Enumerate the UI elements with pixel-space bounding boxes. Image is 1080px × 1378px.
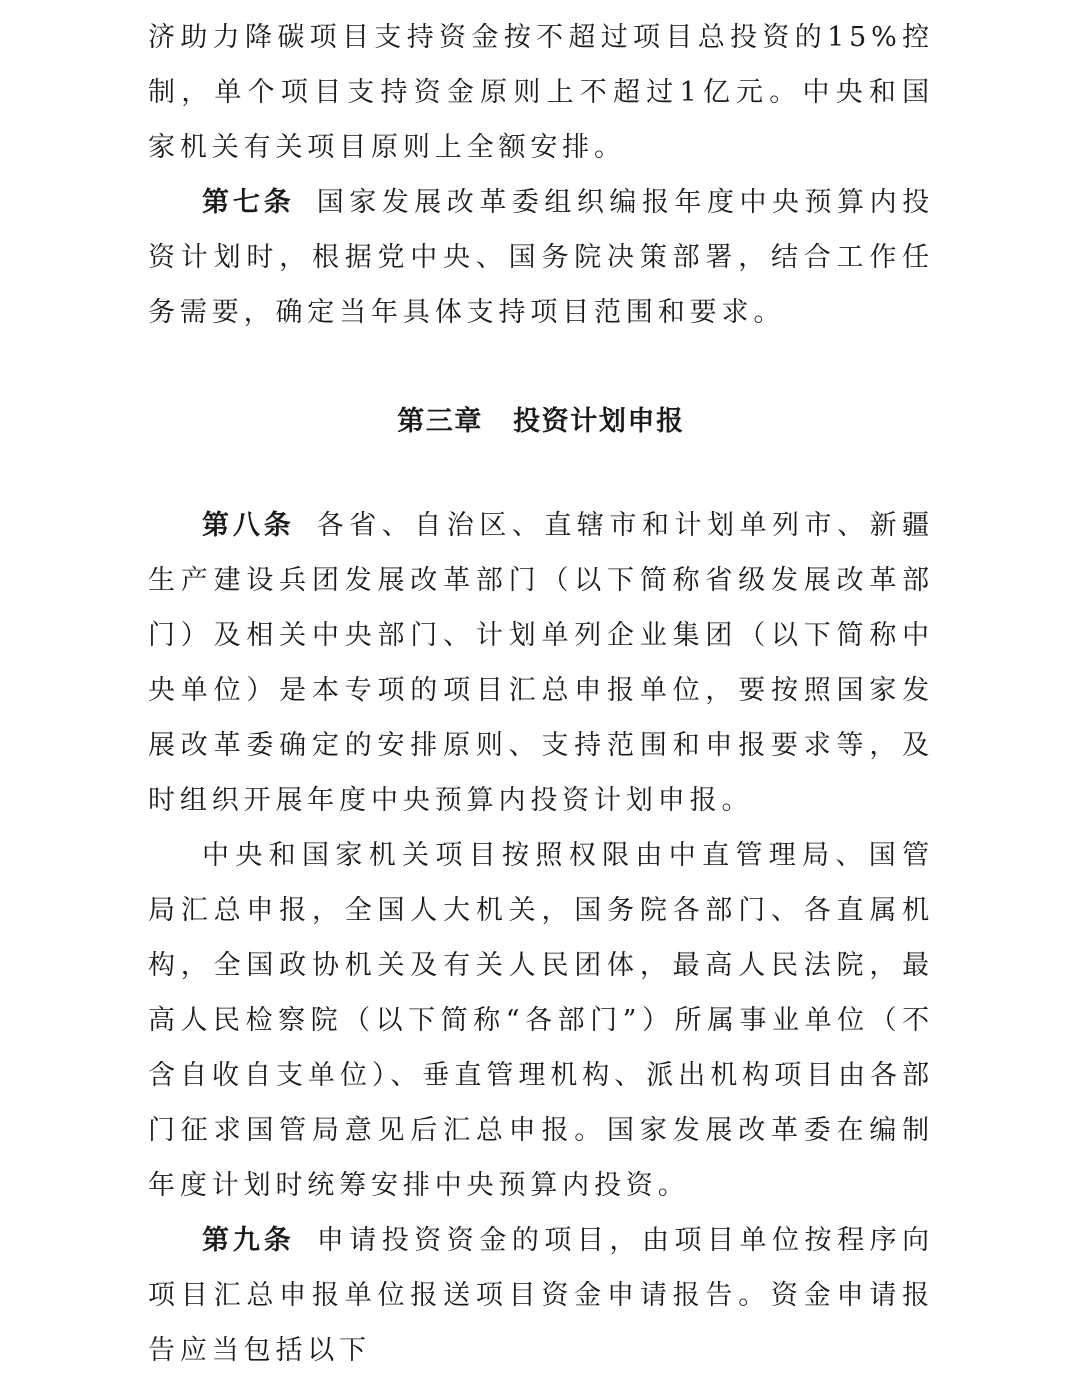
article-7-text: 国家发展改革委组织编报年度中央预算内投资计划时，根据党中央、国务院决策部署，结合工作任务需要，确定当年具体支持项目范围和要求。 [148,187,934,328]
article-9-label: 第九条 [202,1225,295,1256]
article-8-label: 第八条 [202,510,295,541]
document-body [148,10,934,1378]
chapter-number: 第三章 [397,406,484,437]
paragraph-central-agencies: 中央和国家机关项目按照权限由中直管理局、国管局汇总申报，全国人大机关，国务院各部门、各直属机构，全国政协机关及有关人民团体，最高人民法院，最高人民检察院（以下简称“各部门”）所属事业单位（不含自收自支单位）、垂直管理机构、派出机构项目由各部门征求国管局意见后汇总申报。国家发展改革委在编制年度计划时统筹安排中央预算内投资。 [148,840,934,1201]
article-8 [148,498,934,828]
article-7 [148,175,934,340]
chapter-title: 投资计划申报 [513,406,685,437]
article-9 [148,1213,934,1378]
article-9-text: 申请投资资金的项目，由项目单位按程序向项目汇总申报单位报送项目资金申请报告。资金申请报告应当包括以下 [148,1225,934,1366]
paragraph-continuation: 济助力降碳项目支持资金按不超过项目总投资的15%控制，单个项目支持资金原则上不超过1亿元。中央和国家机关有关项目原则上全额安排。 [148,22,934,163]
article-8-text: 各省、自治区、直辖市和计划单列市、新疆生产建设兵团发展改革部门（以下简称省级发展改革部门）及相关中央部门、计划单列企业集团（以下简称中央单位）是本专项的项目汇总申报单位，要按照国家发展改革委确定的安排原则、支持范围和申报要求等，及时组织开展年度中央预算内投资计划申报。 [148,510,934,816]
chapter-heading [148,402,934,442]
article-7-label: 第七条 [202,187,295,218]
